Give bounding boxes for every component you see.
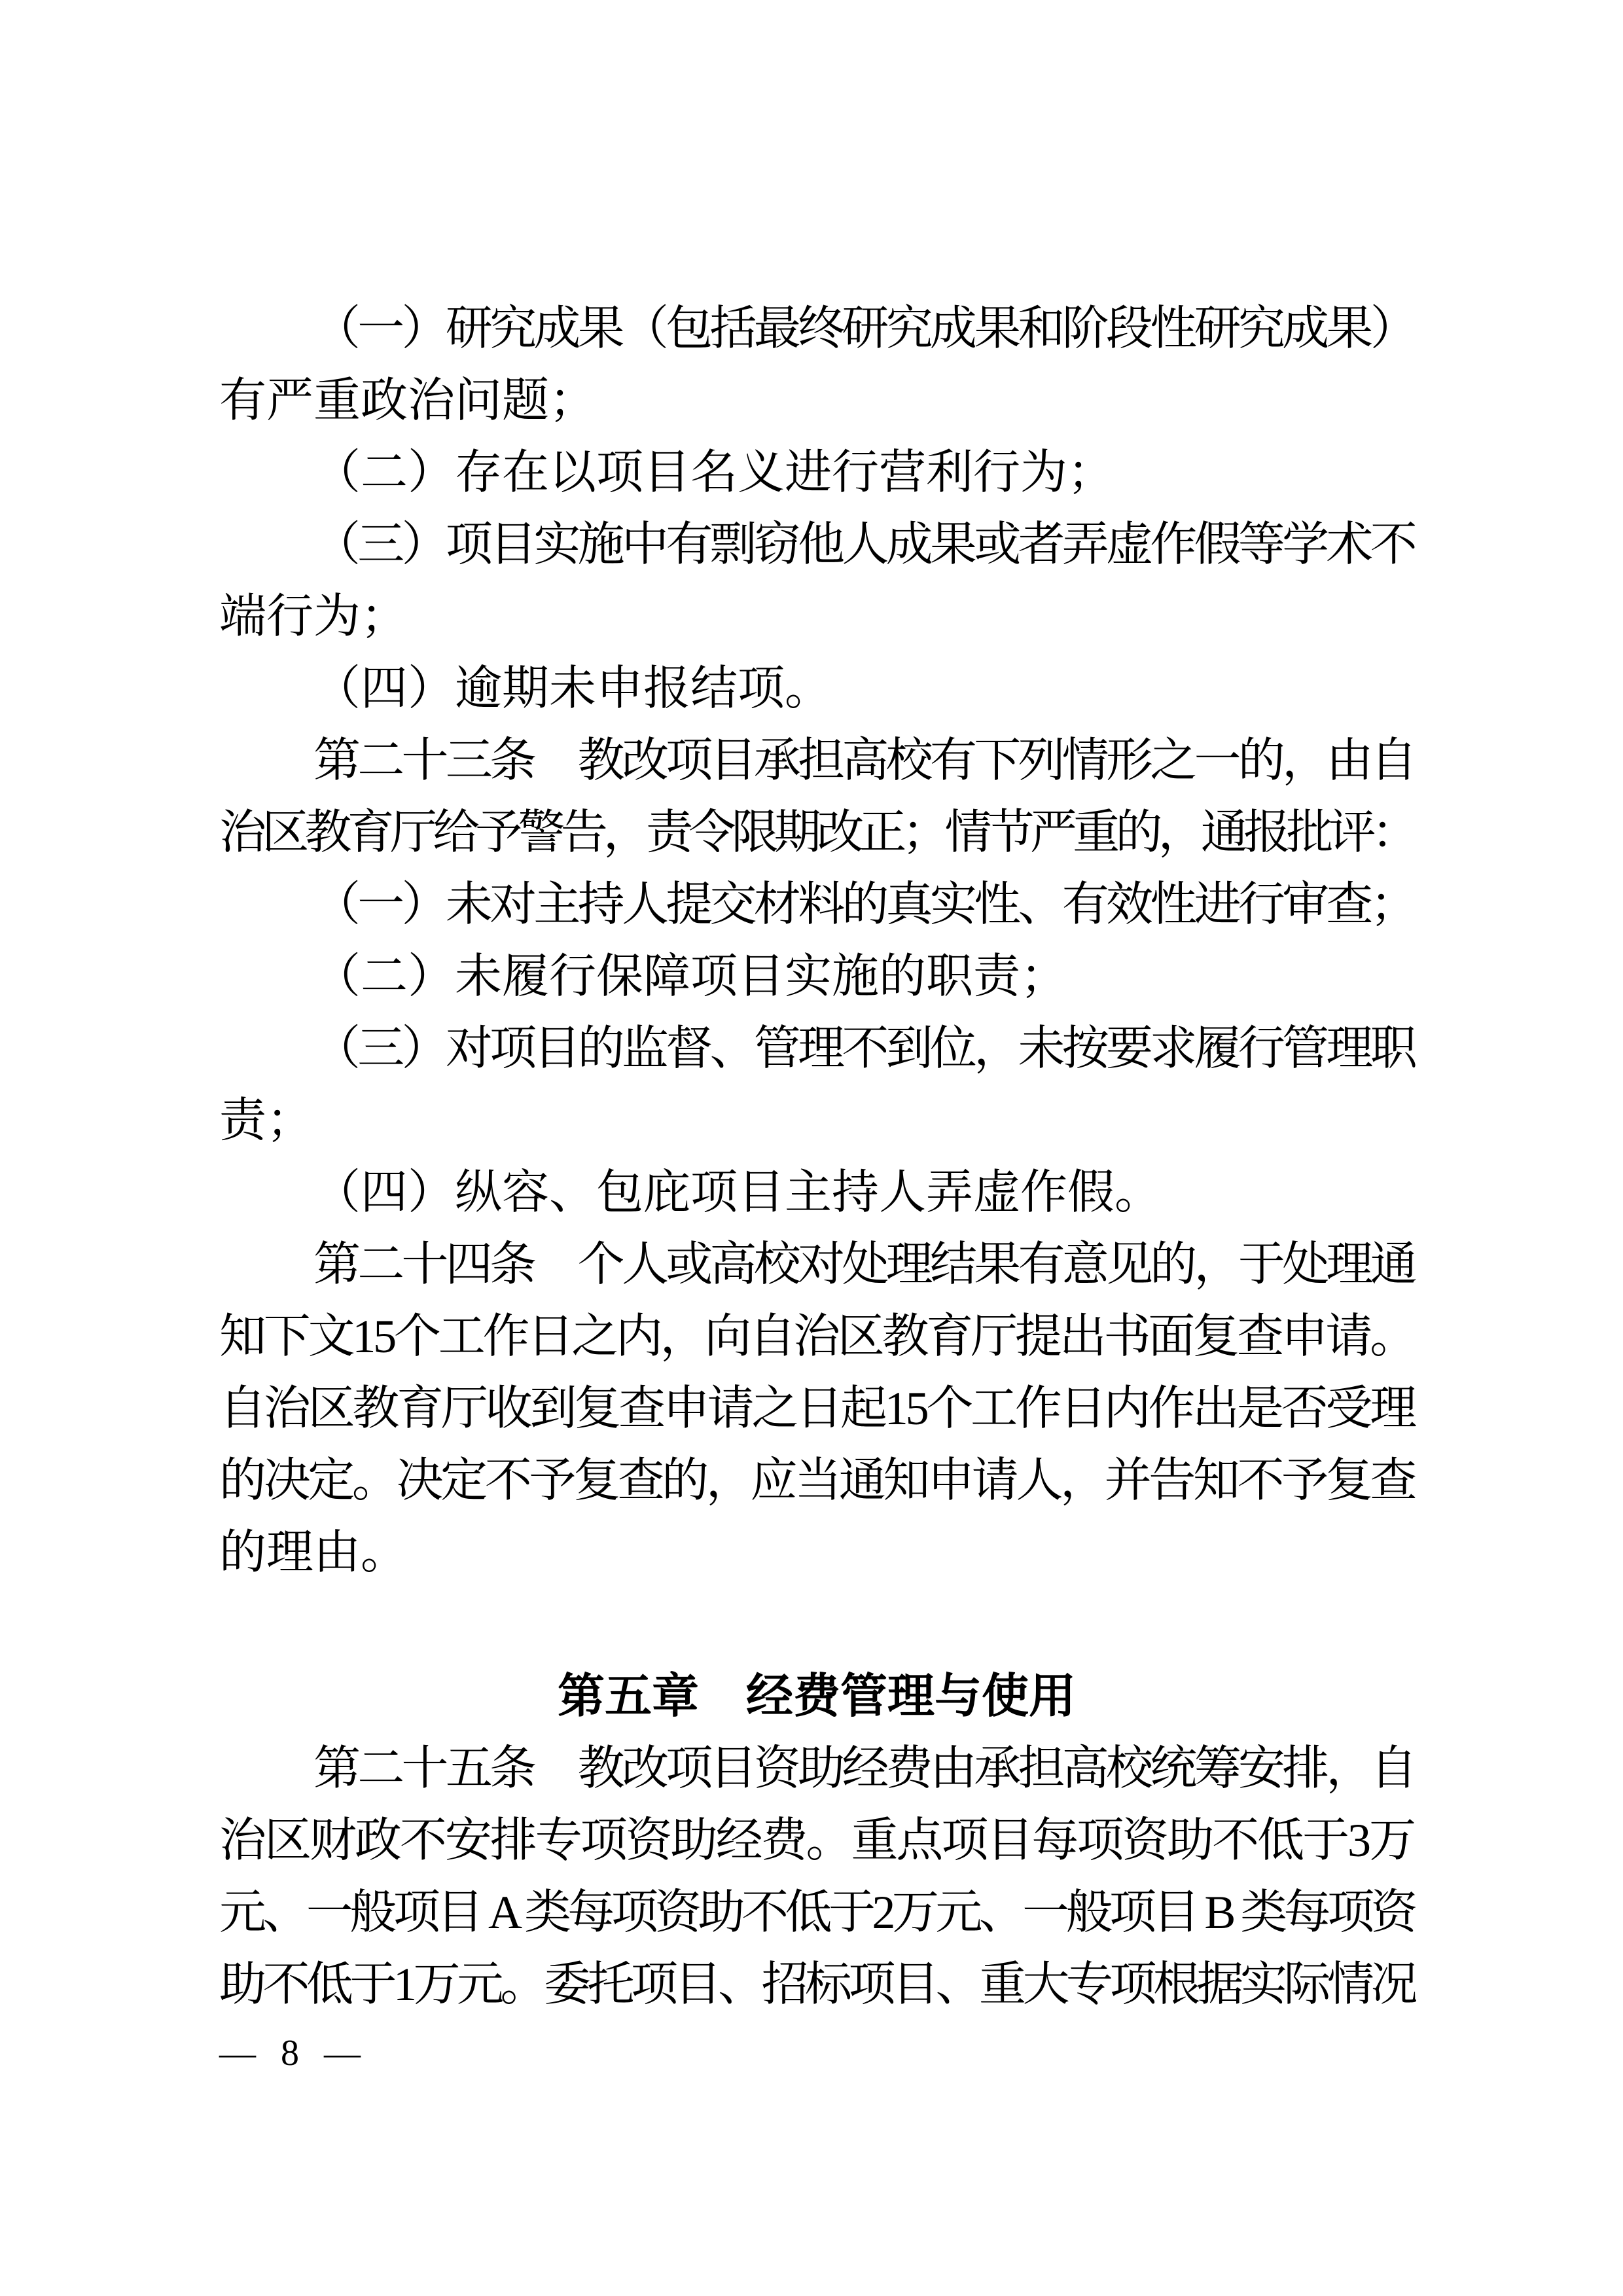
body-line (219, 1229, 1414, 1300)
body-line (219, 1444, 1414, 1516)
body-line (219, 1372, 1414, 1444)
body-line-text: 端行为； (219, 590, 408, 643)
body-line-text: 知下文15个工作日之内，向自治区教育厅提出书面复查申请。 (219, 1310, 1414, 1363)
body-line (219, 509, 1414, 581)
chapter-heading (219, 1660, 1414, 1732)
body-line (219, 1804, 1414, 1876)
document-body (219, 293, 1414, 2020)
body-line-text: （一）研究成果（包括最终研究成果和阶段性研究成果） (313, 302, 1414, 355)
body-line (219, 1732, 1414, 1804)
body-line-text: 治区财政不安排专项资助经费。重点项目每项资助不低于3万 (219, 1814, 1414, 1867)
body-line-text: 责； (219, 1094, 314, 1147)
body-line-text: 第二十五条 教改项目资助经费由承担高校统筹安排，自 (313, 1742, 1414, 1795)
body-line-text: 助不低于1万元。委托项目、招标项目、重大专项根据实际情况 (219, 1958, 1414, 2011)
body-line (219, 1948, 1414, 2020)
body-line-text: （二）未履行保障项目实施的职责； (313, 950, 1068, 1003)
body-line (219, 725, 1414, 797)
body-line (219, 1085, 1414, 1157)
body-line (219, 1300, 1414, 1372)
body-line (219, 797, 1414, 869)
body-line (219, 293, 1414, 365)
body-line (219, 1013, 1414, 1085)
body-line (219, 1876, 1414, 1948)
body-line (219, 653, 1414, 725)
body-line-text: （二）存在以项目名义进行营利行为； (313, 446, 1115, 499)
body-line-text: 自治区教育厅收到复查申请之日起15个工作日内作出是否受理 (219, 1382, 1414, 1435)
body-line-text: （一）未对主持人提交材料的真实性、有效性进行审查； (313, 878, 1414, 931)
body-line-text: （四）逾期未申报结项。 (313, 662, 832, 715)
page-number (219, 2032, 368, 2074)
body-line-text: 第二十四条 个人或高校对处理结果有意见的，于处理通 (313, 1238, 1414, 1291)
body-line-text: 元、一般项目 A 类每项资助不低于2万元、一般项目 B 类每项资 (219, 1886, 1414, 1939)
body-line (219, 365, 1414, 437)
body-line-text: 有严重政治问题； (219, 374, 597, 427)
body-line-text: （三）项目实施中有剽窃他人成果或者弄虚作假等学术不 (313, 518, 1414, 571)
body-line-text: （四）纵容、包庇项目主持人弄虚作假。 (313, 1166, 1162, 1219)
body-line (219, 1157, 1414, 1229)
body-line (219, 941, 1414, 1013)
body-line (219, 1516, 1414, 1588)
body-line-text: （三）对项目的监督、管理不到位，未按要求履行管理职 (313, 1022, 1414, 1075)
body-line-text: 的决定。决定不予复查的，应当通知申请人，并告知不予复查 (219, 1454, 1414, 1507)
page-number-text: — 8 — (219, 2033, 368, 2073)
chapter-heading-text: 第五章 经费管理与使用 (557, 1670, 1076, 1723)
body-line (219, 581, 1414, 653)
body-line-text: 治区教育厅给予警告，责令限期改正；情节严重的，通报批评： (219, 806, 1414, 859)
body-line-text: 的理由。 (219, 1526, 408, 1579)
body-line (219, 437, 1414, 509)
body-line (219, 869, 1414, 941)
body-line-text: 第二十三条 教改项目承担高校有下列情形之一的，由自 (313, 734, 1414, 787)
